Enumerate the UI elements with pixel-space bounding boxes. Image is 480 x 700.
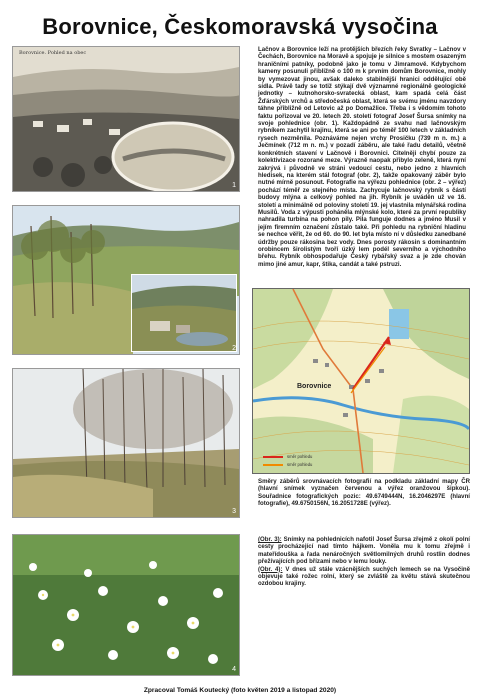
birch-illustration xyxy=(13,369,239,517)
photo-captions xyxy=(258,536,470,588)
credit-line: Zpracoval Tomáš Koutecký (foto květen 2019 a listopad 2020) xyxy=(143,687,337,694)
photo-number: 3 xyxy=(232,508,236,515)
map-place-label: Borovnice xyxy=(297,383,332,390)
postcard-caption: Borovnice. Pohled na obec xyxy=(19,50,87,56)
birch-grove-photo-3 xyxy=(12,368,240,518)
postcard-illustration xyxy=(13,47,239,191)
topographic-map xyxy=(252,288,470,474)
photo-number: 4 xyxy=(232,666,236,673)
obr3-text: Snímky na pohlednicích nafotil Josef Šursa zřejmě z okolí polní cesty procházející nad tímto hájkem. Voněla mu k tomu zřejmě i mateřídouška a řada nenáročných světlomilných druhů rostlin dodnes přežívajících pod břízami nebo v lemu louky. xyxy=(258,536,470,566)
flowers-photo-4 xyxy=(12,534,240,676)
postcard-photo-1 xyxy=(12,46,240,192)
map-legend-red: směr pohledu xyxy=(287,454,313,459)
page-title: Borovnice, Českomoravská vysočina xyxy=(42,14,438,39)
obr3-label: (Obr. 3): xyxy=(258,536,282,543)
main-paragraph-text: Lačnov a Borovnice leží na protějších březích řeky Svratky – Lačnov v Čechách, Borovnice na Moravě a spojuje je silnice s mostem osazeným hraničními patníky, podobně jako je tomu v Jimramově. Kdybychom kameny posunuli přibližně o 100 m k prvním domům Borovnice, mohly by vymezovat jinou, avšak daleko stabilnější hranici oddělující obě sídla. Právě tady se totiž stýkají dvě významné regionálně geologické jednotky – kutnohorsko-svratecká oblast, kam spadá celá část Žďárských vrchů a středočeská oblast, která se svému jménu navzdory táhne přibližně od Letovic až po Domažlice. Třeba i s vědomím tohoto faktu pořizoval ve 20. letech 20. století fotograf Josef Šursa snímky na svoje pohlednice (obr. 1). Každopádně ze svahu nad lačnovským rybníkem zachytil krajinu, která se ani po téměř 100 letech v základních rysech nezměnila. Poznáváme nejen vrchy Prosičku (739 m n. m.) a Ječmínek (712 m n. m.) v pozadí záběru, ale také řadu detailů, včetně konkrétních stavení v Lačnově i Borovnici. Citelněji chybí pouze za kolektivizace rozorané meze. Výrazně naopak přibylo zeleně, která nyní zakrývá i původně ve stráni vedoucí cestu, nebo jedno z hlavních hledisek, na kterém stál fotograf (obr. 2), takže opakovaný záběr bylo nutné mírně posunout. Fotografie na výřezu pohlednice (obr. 2 – výřez) pochází téměř ze stejného místa. Zachycuje lačnovský rybník s částí budovy mlýna a celkový pohled na jih. Rybník je uváděn už ve 16. století a minimálně od poloviny století 19. jej vlastnila mlynářská rodina Musilů. Voda z výpusti poháněla mlýnské kolo, které za první republiky nahradila turbína na pohon pily. Pila funguje dodnes a jméno Musil v jejím firemním označení zůstalo také. Při pohledu na rybniční hladinu se nechce věřit, že od 60. do 90. let byla místo ní v důsledku zanedbané údržby pouze rákosina bez vody. Dnes porosty rákosin s dominantním orobincem širolistým tvoří úzký lem podél severního a východního břehu. Rybník obhospodařuje Český rybářský svaz a je zde chován mimo jiné amur, kapr, štika, candát a také pstruzi. xyxy=(258,46,466,268)
obr4-text: V dnes už stále vzácnějších suchých lemech se na Vysočině objevuje také rožec rolní, který se zvláště za květu stává skutečnou ozdobou krajiny. xyxy=(258,565,470,588)
main-paragraph xyxy=(258,46,466,282)
photo-number: 1 xyxy=(232,182,236,189)
flowers-illustration xyxy=(13,535,239,675)
obr4-label: (Obr. 4): xyxy=(258,565,283,573)
inset-illustration xyxy=(132,275,236,351)
photo-number: 2 xyxy=(232,345,236,352)
map-caption xyxy=(258,478,470,508)
obr4-caption xyxy=(258,566,470,588)
map-caption-text: Směry záběrů srovnávacích fotografií na podkladu základní mapy ČR (hlavní snímek vyznačen červenou a výřez oranžovou šipkou). Souřadnice fotografických pozic: 49.6749444N, 16.2046297E (hlavní fotografie), 49.6750156N, 16.2051728E (výřez). xyxy=(258,478,470,508)
map-illustration xyxy=(253,289,469,473)
inset-detail-photo xyxy=(131,274,237,352)
obr3-caption xyxy=(258,536,470,566)
map-legend-orange: směr pohledu xyxy=(287,462,313,467)
landscape-photo-2 xyxy=(12,205,240,355)
